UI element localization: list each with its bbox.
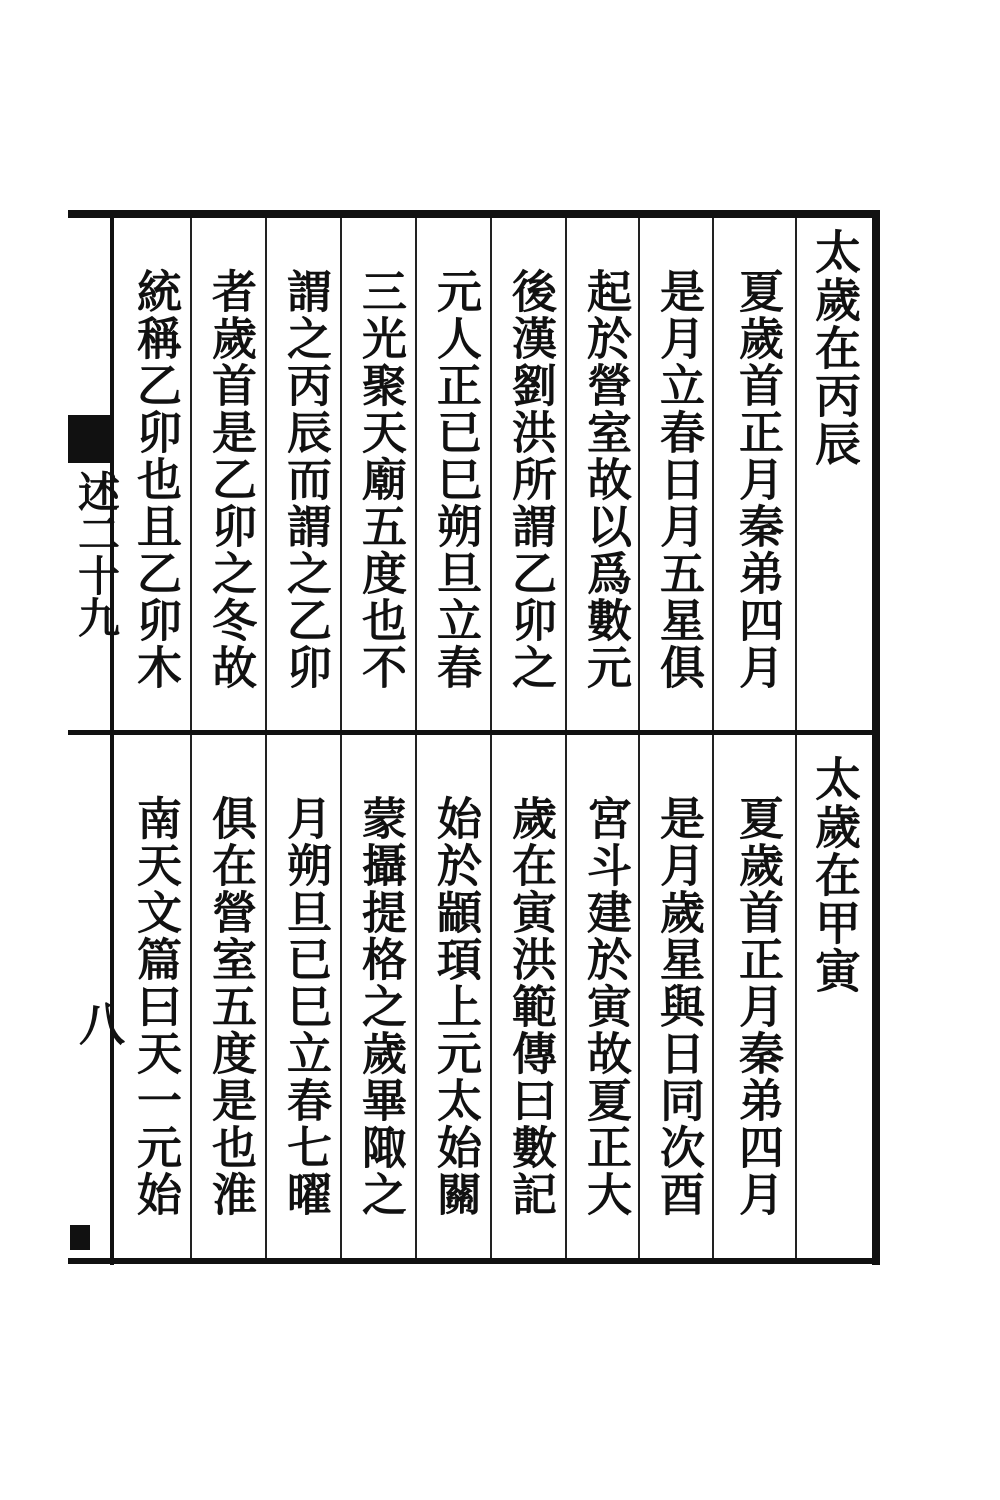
column-rule bbox=[190, 218, 192, 730]
column-rule bbox=[265, 735, 267, 1258]
text-column: 統稱乙卯也且乙卯木 bbox=[129, 268, 182, 691]
center-fold-line bbox=[110, 210, 114, 1265]
text-column: 起於營室故以爲數元 bbox=[579, 268, 632, 691]
text-column: 後漢劉洪所謂乙卯之 bbox=[504, 268, 557, 691]
text-column: 者歲首是乙卯之冬故 bbox=[204, 268, 257, 691]
column-rule bbox=[795, 735, 797, 1258]
text-column: 宮斗建於寅故夏正大 bbox=[579, 795, 632, 1218]
column-rule bbox=[265, 218, 267, 730]
column-rule bbox=[565, 218, 567, 730]
section-heading: 太歲在丙辰 bbox=[808, 228, 862, 468]
text-column: 始於顓頊上元太始關 bbox=[429, 795, 482, 1218]
section-heading: 太歲在甲寅 bbox=[808, 755, 862, 995]
margin-tick bbox=[70, 1225, 90, 1250]
fishtail-mark bbox=[68, 415, 110, 463]
text-column: 是月歲星與日同次酉 bbox=[652, 795, 705, 1218]
bottom-border bbox=[68, 1258, 880, 1264]
text-column: 歲在寅洪範傳曰數記 bbox=[504, 795, 557, 1218]
text-column: 元人正已巳朔旦立春 bbox=[429, 268, 482, 691]
column-rule bbox=[795, 218, 797, 730]
top-border bbox=[68, 210, 880, 218]
column-rule bbox=[638, 735, 640, 1258]
folio-number: 八 bbox=[72, 1000, 126, 1046]
column-rule bbox=[490, 218, 492, 730]
text-column: 月朔旦已巳立春七曜 bbox=[279, 795, 332, 1218]
column-rule bbox=[712, 735, 714, 1258]
text-column: 夏歲首正月秦弟四月 bbox=[731, 268, 784, 691]
column-rule bbox=[490, 735, 492, 1258]
right-border bbox=[872, 210, 880, 1265]
text-column: 謂之丙辰而謂之乙卯 bbox=[279, 268, 332, 691]
text-column: 蒙攝提格之歲畢陬之 bbox=[354, 795, 407, 1218]
text-column: 三光聚天廟五度也不 bbox=[354, 268, 407, 691]
chapter-label: 述二十九 bbox=[72, 470, 121, 638]
text-column: 夏歲首正月秦弟四月 bbox=[731, 795, 784, 1218]
text-column: 南天文篇曰天一元始 bbox=[129, 795, 182, 1218]
column-rule bbox=[340, 218, 342, 730]
column-rule bbox=[415, 218, 417, 730]
text-column: 俱在營室五度是也淮 bbox=[204, 795, 257, 1218]
text-column: 是月立春日月五星俱 bbox=[652, 268, 705, 691]
column-rule bbox=[565, 735, 567, 1258]
column-rule bbox=[340, 735, 342, 1258]
column-rule bbox=[712, 218, 714, 730]
column-rule bbox=[638, 218, 640, 730]
column-rule bbox=[190, 735, 192, 1258]
column-rule bbox=[415, 735, 417, 1258]
